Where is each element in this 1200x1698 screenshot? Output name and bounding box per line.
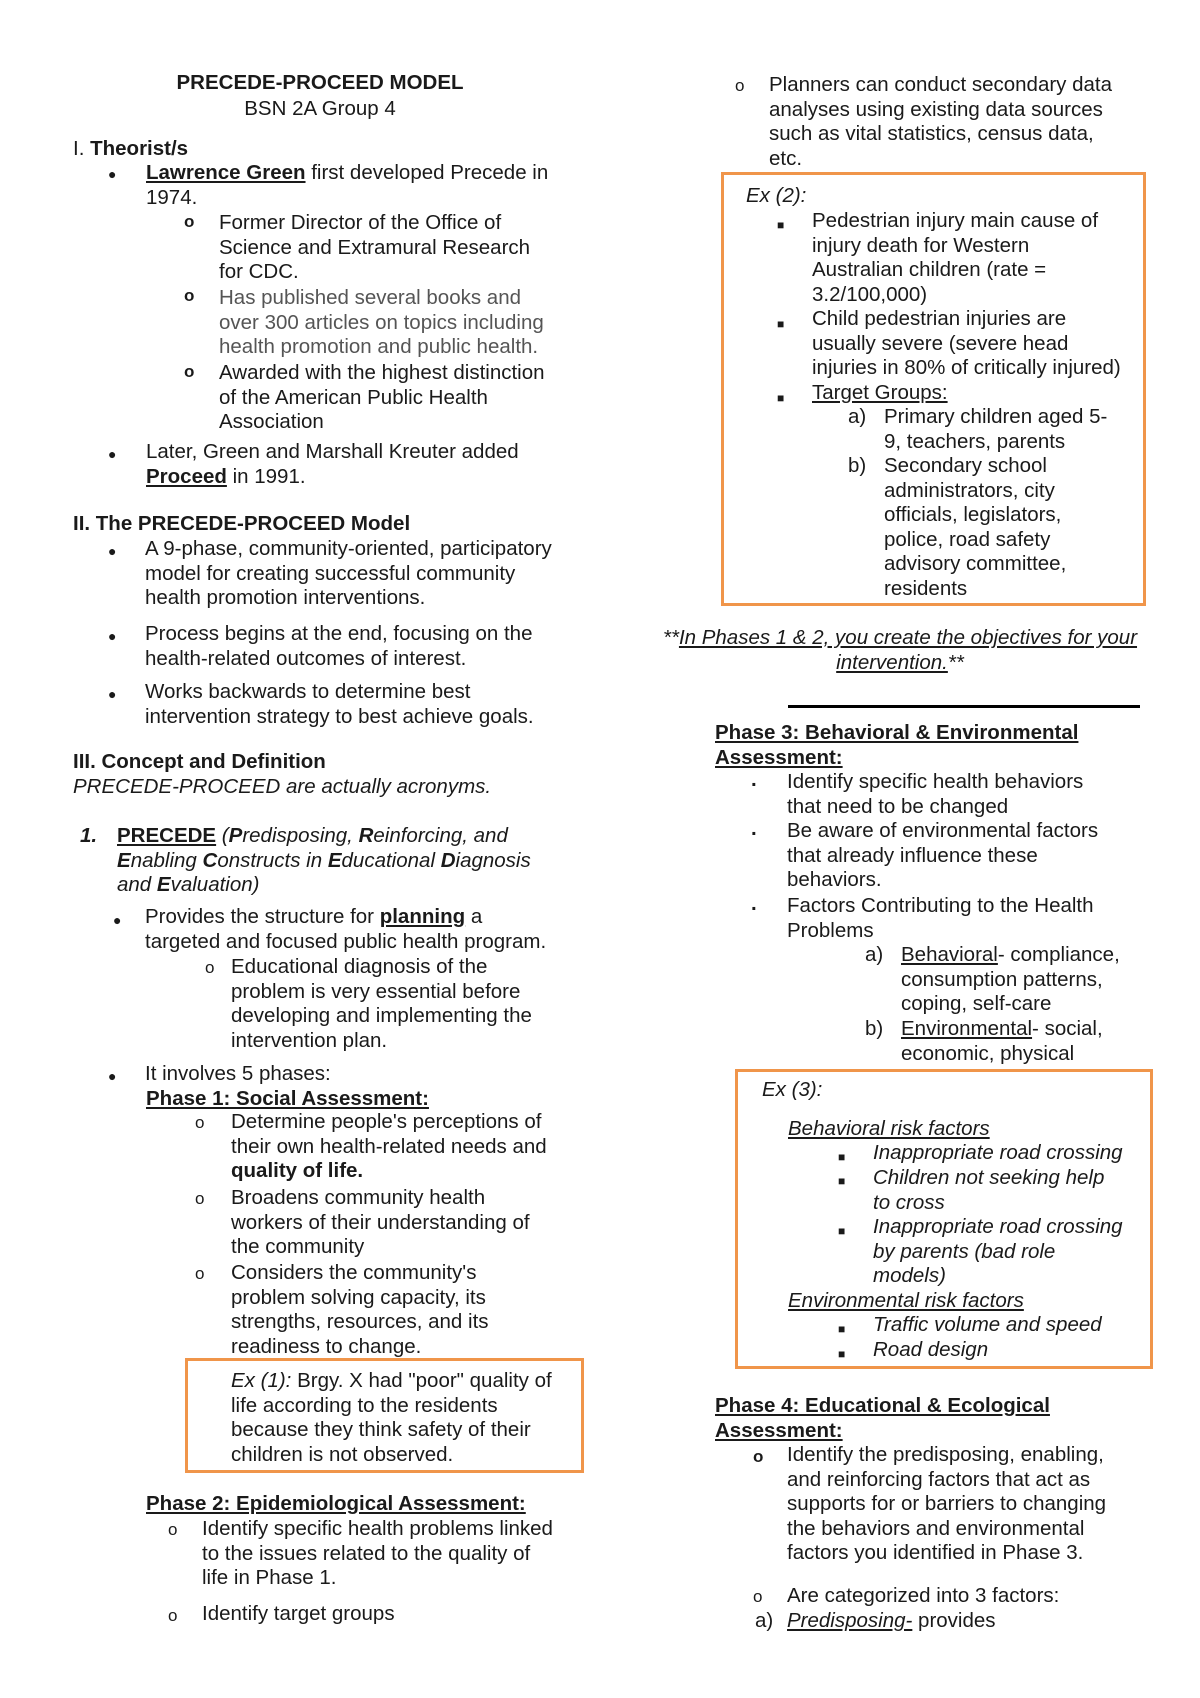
- list-item: Secondary school administrators, city officials, legislators, police, road safety advisory committee, residents: [884, 454, 1067, 600]
- list-marker: b): [865, 1017, 884, 1040]
- circle-bullet-icon: o: [184, 286, 195, 305]
- list-item: Later, Green and Marshall Kreuter added Proceed in 1991.: [146, 440, 519, 488]
- list-item: Child pedestrian injuries are usually severe (severe head injuries in 80% of critically injured): [812, 307, 1121, 379]
- list-marker: a): [865, 943, 884, 966]
- square-bullet-icon: ■: [838, 1150, 846, 1164]
- example-1-text: Ex (1): Brgy. X had "poor" quality of life according to the residents because they think safety of their children is not observed.: [231, 1369, 552, 1466]
- bullet-icon: ●: [108, 628, 117, 644]
- list-item: Are categorized into 3 factors:: [787, 1584, 1060, 1607]
- list-item: A 9-phase, community-oriented, participatory model for creating successful community health promotion interventions.: [145, 537, 552, 609]
- bullet-icon: ●: [108, 543, 117, 559]
- circle-bullet-icon: o: [168, 1520, 178, 1539]
- list-item: Determine people's perceptions of their own health-related needs and quality of life.: [231, 1110, 547, 1182]
- dash-bullet-icon: .: [751, 768, 757, 791]
- bullet-icon: ●: [108, 446, 117, 462]
- list-item: Pedestrian injury main cause of injury death for Western Australian children (rate = 3.2/100,000): [812, 209, 1099, 306]
- circle-bullet-icon: o: [195, 1113, 205, 1132]
- list-item: Process begins at the end, focusing on the health-related outcomes of interest.: [145, 622, 533, 670]
- list-item: Broadens community health workers of their understanding of the community: [231, 1186, 530, 1258]
- list-item: Works backwards to determine best intervention strategy to best achieve goals.: [145, 680, 534, 728]
- list-item: Primary children aged 5- 9, teachers, parents: [884, 405, 1108, 453]
- list-item: Lawrence Green first developed Precede in 1974.: [146, 161, 549, 209]
- circle-bullet-icon: o: [195, 1189, 205, 1208]
- phase-3-heading: Phase 3: Behavioral & Environmental Assessment:: [715, 721, 1079, 769]
- square-bullet-icon: ■: [838, 1347, 846, 1361]
- page-title: PRECEDE-PROCEED MODEL: [176, 71, 464, 94]
- list-item: Identify the predisposing, enabling, and reinforcing factors that act as supports for or barriers to changing the behaviors and environmental factors you identified in Phase 3.: [787, 1443, 1107, 1564]
- circle-bullet-icon: o: [168, 1606, 178, 1625]
- phase-1-heading: Phase 1: Social Assessment:: [146, 1087, 429, 1110]
- circle-bullet-icon: o: [205, 958, 215, 977]
- circle-bullet-icon: o: [735, 76, 745, 95]
- circle-bullet-icon: o: [753, 1587, 763, 1606]
- behavioral-risk-heading: Behavioral risk factors: [788, 1117, 990, 1140]
- section-heading-concept: III. Concept and Definition: [73, 750, 326, 773]
- list-item: Planners can conduct secondary data analyses using existing data sources such as vital statistics, census data, etc.: [769, 73, 1113, 170]
- page-subtitle: BSN 2A Group 4: [244, 97, 396, 120]
- list-item: Provides the structure for planning a targeted and focused public health program.: [145, 905, 547, 953]
- divider: [788, 705, 1140, 708]
- square-bullet-icon: ■: [838, 1174, 846, 1188]
- bullet-icon: ●: [113, 912, 122, 928]
- circle-bullet-icon: o: [753, 1447, 764, 1466]
- square-bullet-icon: ■: [838, 1224, 846, 1238]
- circle-bullet-icon: o: [195, 1264, 205, 1283]
- precede-definition: PRECEDE (Predisposing, Reinforcing, and Enabling Constructs in Educational Diagnosis and Evaluation): [117, 824, 531, 896]
- phase-4-heading: Phase 4: Educational & Ecological Assessment:: [715, 1394, 1050, 1442]
- list-item: Awarded with the highest distinction of the American Public Health Association: [219, 361, 545, 433]
- example-3-label: Ex (3):: [762, 1078, 823, 1101]
- dash-bullet-icon: .: [751, 892, 757, 915]
- list-item: Children not seeking help to cross: [873, 1166, 1105, 1214]
- square-bullet-icon: ■: [777, 317, 785, 331]
- phases-note: **In Phases 1 & 2, you create the objectives for your intervention.**: [662, 626, 1138, 674]
- bullet-icon: ●: [108, 166, 117, 182]
- item-number: 1.: [80, 824, 98, 847]
- target-groups-label: Target Groups:: [812, 381, 948, 404]
- section-heading-theorists: I. Theorist/s: [73, 137, 189, 160]
- bullet-icon: ●: [108, 1068, 117, 1084]
- list-item: Inappropriate road crossing: [873, 1141, 1123, 1164]
- list-item: Inappropriate road crossing by parents (bad role models): [873, 1215, 1123, 1287]
- circle-bullet-icon: o: [184, 362, 195, 381]
- square-bullet-icon: ■: [777, 218, 785, 232]
- list-item: Predisposing- provides: [787, 1609, 996, 1632]
- concept-intro: PRECEDE-PROCEED are actually acronyms.: [73, 775, 492, 798]
- circle-bullet-icon: o: [184, 212, 195, 231]
- bullet-icon: ●: [108, 686, 117, 702]
- environmental-risk-heading: Environmental risk factors: [788, 1289, 1024, 1312]
- list-item: Environmental- social, economic, physical: [901, 1017, 1103, 1065]
- list-item: Identify specific health behaviors that need to be changed: [787, 770, 1084, 818]
- example-2-label: Ex (2):: [746, 184, 807, 207]
- list-marker: a): [848, 405, 867, 428]
- list-item: Considers the community's problem solving capacity, its strengths, resources, and its readiness to change.: [231, 1261, 489, 1358]
- list-item: Road design: [873, 1338, 989, 1361]
- list-item: Behavioral- compliance, consumption patterns, coping, self-care: [901, 943, 1120, 1015]
- list-marker: b): [848, 454, 867, 477]
- square-bullet-icon: ■: [777, 391, 785, 405]
- list-item: Identify specific health problems linked to the issues related to the quality of life in Phase 1.: [202, 1517, 553, 1589]
- list-item: Former Director of the Office of Science and Extramural Research for CDC.: [219, 211, 531, 283]
- list-item: Be aware of environmental factors that already influence these behaviors.: [787, 819, 1099, 891]
- list-item: Factors Contributing to the Health Problems: [787, 894, 1094, 942]
- phase-2-heading: Phase 2: Epidemiological Assessment:: [146, 1492, 526, 1515]
- dash-bullet-icon: .: [751, 817, 757, 840]
- section-heading-model: II. The PRECEDE-PROCEED Model: [73, 512, 411, 535]
- list-item: Has published several books and over 300 articles on topics including health promotion and public health.: [219, 286, 544, 358]
- list-marker: a): [755, 1609, 774, 1632]
- list-item: Educational diagnosis of the problem is very essential before developing and implementing the intervention plan.: [231, 955, 532, 1052]
- list-item: It involves 5 phases:: [145, 1062, 331, 1085]
- list-item: Identify target groups: [202, 1602, 395, 1625]
- list-item: Traffic volume and speed: [873, 1313, 1102, 1336]
- square-bullet-icon: ■: [838, 1322, 846, 1336]
